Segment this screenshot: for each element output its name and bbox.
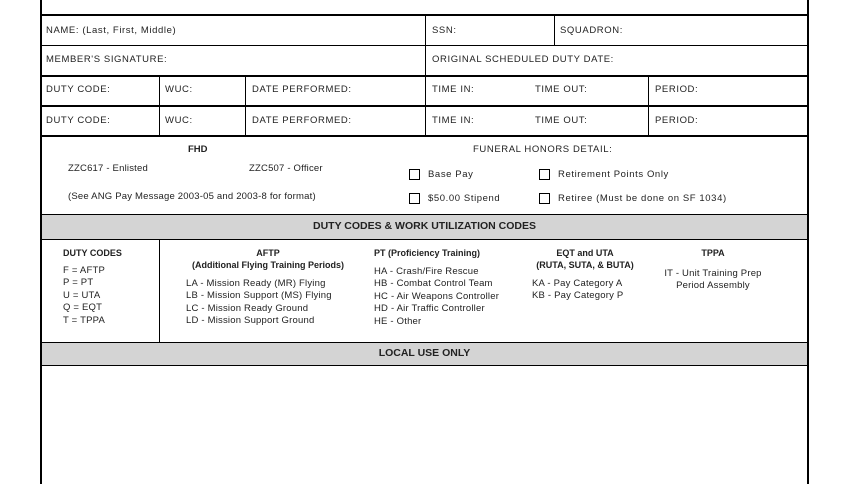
- period-label: PERIOD:: [655, 115, 699, 126]
- list-item: LC - Mission Ready Ground: [186, 302, 309, 314]
- duty-code-label: DUTY CODE:: [46, 84, 111, 95]
- list-item: KB - Pay Category P: [532, 290, 624, 302]
- list-item: T = TPPA: [63, 314, 105, 326]
- aftp-subtitle: (Additional Flying Training Periods): [191, 260, 344, 270]
- pt-title: PT (Proficiency Training): [374, 248, 481, 258]
- wuc-label: WUC:: [165, 115, 193, 126]
- row-rule: [42, 239, 807, 240]
- list-item: Period Assembly: [676, 280, 750, 292]
- list-item: HC - Air Weapons Controller: [374, 290, 500, 302]
- duty-code-label: DUTY CODE:: [46, 115, 111, 126]
- list-item: HA - Crash/Fire Rescue: [374, 266, 479, 277]
- eqt-title: EQT and UTA: [556, 248, 614, 258]
- base-pay-checkbox[interactable]: [409, 169, 420, 180]
- row-rule: [42, 135, 807, 137]
- list-item: LA - Mission Ready (MR) Flying: [186, 278, 326, 289]
- time-out-label: TIME OUT:: [535, 115, 588, 126]
- pt-list: [374, 266, 499, 328]
- base-pay-label: Base Pay: [428, 169, 474, 180]
- time-out-label: TIME OUT:: [535, 84, 588, 95]
- eqt-list: [532, 278, 623, 303]
- fhd-officer: ZZC507 - Officer: [249, 163, 323, 174]
- list-item: LD - Mission Support Ground: [186, 315, 315, 327]
- time-in-label: TIME IN:: [432, 84, 475, 95]
- retirement-points-label: Retirement Points Only: [558, 169, 669, 180]
- aftp-list: [186, 278, 332, 328]
- list-item: LB - Mission Support (MS) Flying: [186, 290, 332, 302]
- eqt-subtitle: (RUTA, SUTA, & BUTA): [536, 260, 634, 270]
- funeral-honors-title: FUNERAL HONORS DETAIL:: [473, 144, 613, 155]
- fhd-enlisted: ZZC617 - Enlisted: [68, 163, 148, 174]
- form-border-right: [807, 0, 809, 484]
- list-item: KA - Pay Category A: [532, 278, 623, 289]
- squadron-label: SQUADRON:: [560, 25, 623, 36]
- fhd-note: (See ANG Pay Message 2003-05 and 2003-8 for format): [68, 191, 316, 202]
- duty-codes-list: [63, 265, 105, 327]
- stipend-checkbox[interactable]: [409, 193, 420, 204]
- list-item: P = PT: [63, 277, 94, 289]
- local-use-area[interactable]: [42, 366, 807, 484]
- duty-codes-title: DUTY CODES: [63, 248, 122, 258]
- wuc-label: WUC:: [165, 84, 193, 95]
- date-performed-label: DATE PERFORMED:: [252, 115, 352, 126]
- list-item: Q = EQT: [63, 302, 103, 314]
- original-date-label: ORIGINAL SCHEDULED DUTY DATE:: [432, 54, 614, 65]
- divider: [159, 240, 160, 342]
- retirement-points-checkbox[interactable]: [539, 169, 550, 180]
- signature-label: MEMBER'S SIGNATURE:: [46, 54, 168, 65]
- list-item: HB - Combat Control Team: [374, 278, 493, 290]
- list-item: F = AFTP: [63, 265, 105, 276]
- aftp-title: AFTP: [256, 248, 280, 258]
- list-item: U = UTA: [63, 289, 101, 301]
- list-item: HE - Other: [374, 315, 422, 327]
- period-label: PERIOD:: [655, 84, 699, 95]
- date-performed-label: DATE PERFORMED:: [252, 84, 352, 95]
- list-item: HD - Air Traffic Controller: [374, 303, 485, 315]
- local-use-title: LOCAL USE ONLY: [378, 347, 471, 359]
- codes-header: DUTY CODES & WORK UTILIZATION CODES: [312, 220, 537, 232]
- time-in-label: TIME IN:: [432, 115, 475, 126]
- retiree-checkbox[interactable]: [539, 193, 550, 204]
- tppa-title: TPPA: [701, 248, 725, 258]
- stipend-label: $50.00 Stipend: [428, 193, 501, 204]
- retiree-label: Retiree (Must be done on SF 1034): [558, 193, 727, 204]
- name-label: NAME: (Last, First, Middle): [46, 25, 177, 36]
- tppa-list: [653, 268, 773, 293]
- ssn-label: SSN:: [432, 25, 457, 36]
- fhd-title: FHD: [188, 144, 208, 155]
- list-item: IT - Unit Training Prep: [664, 268, 762, 279]
